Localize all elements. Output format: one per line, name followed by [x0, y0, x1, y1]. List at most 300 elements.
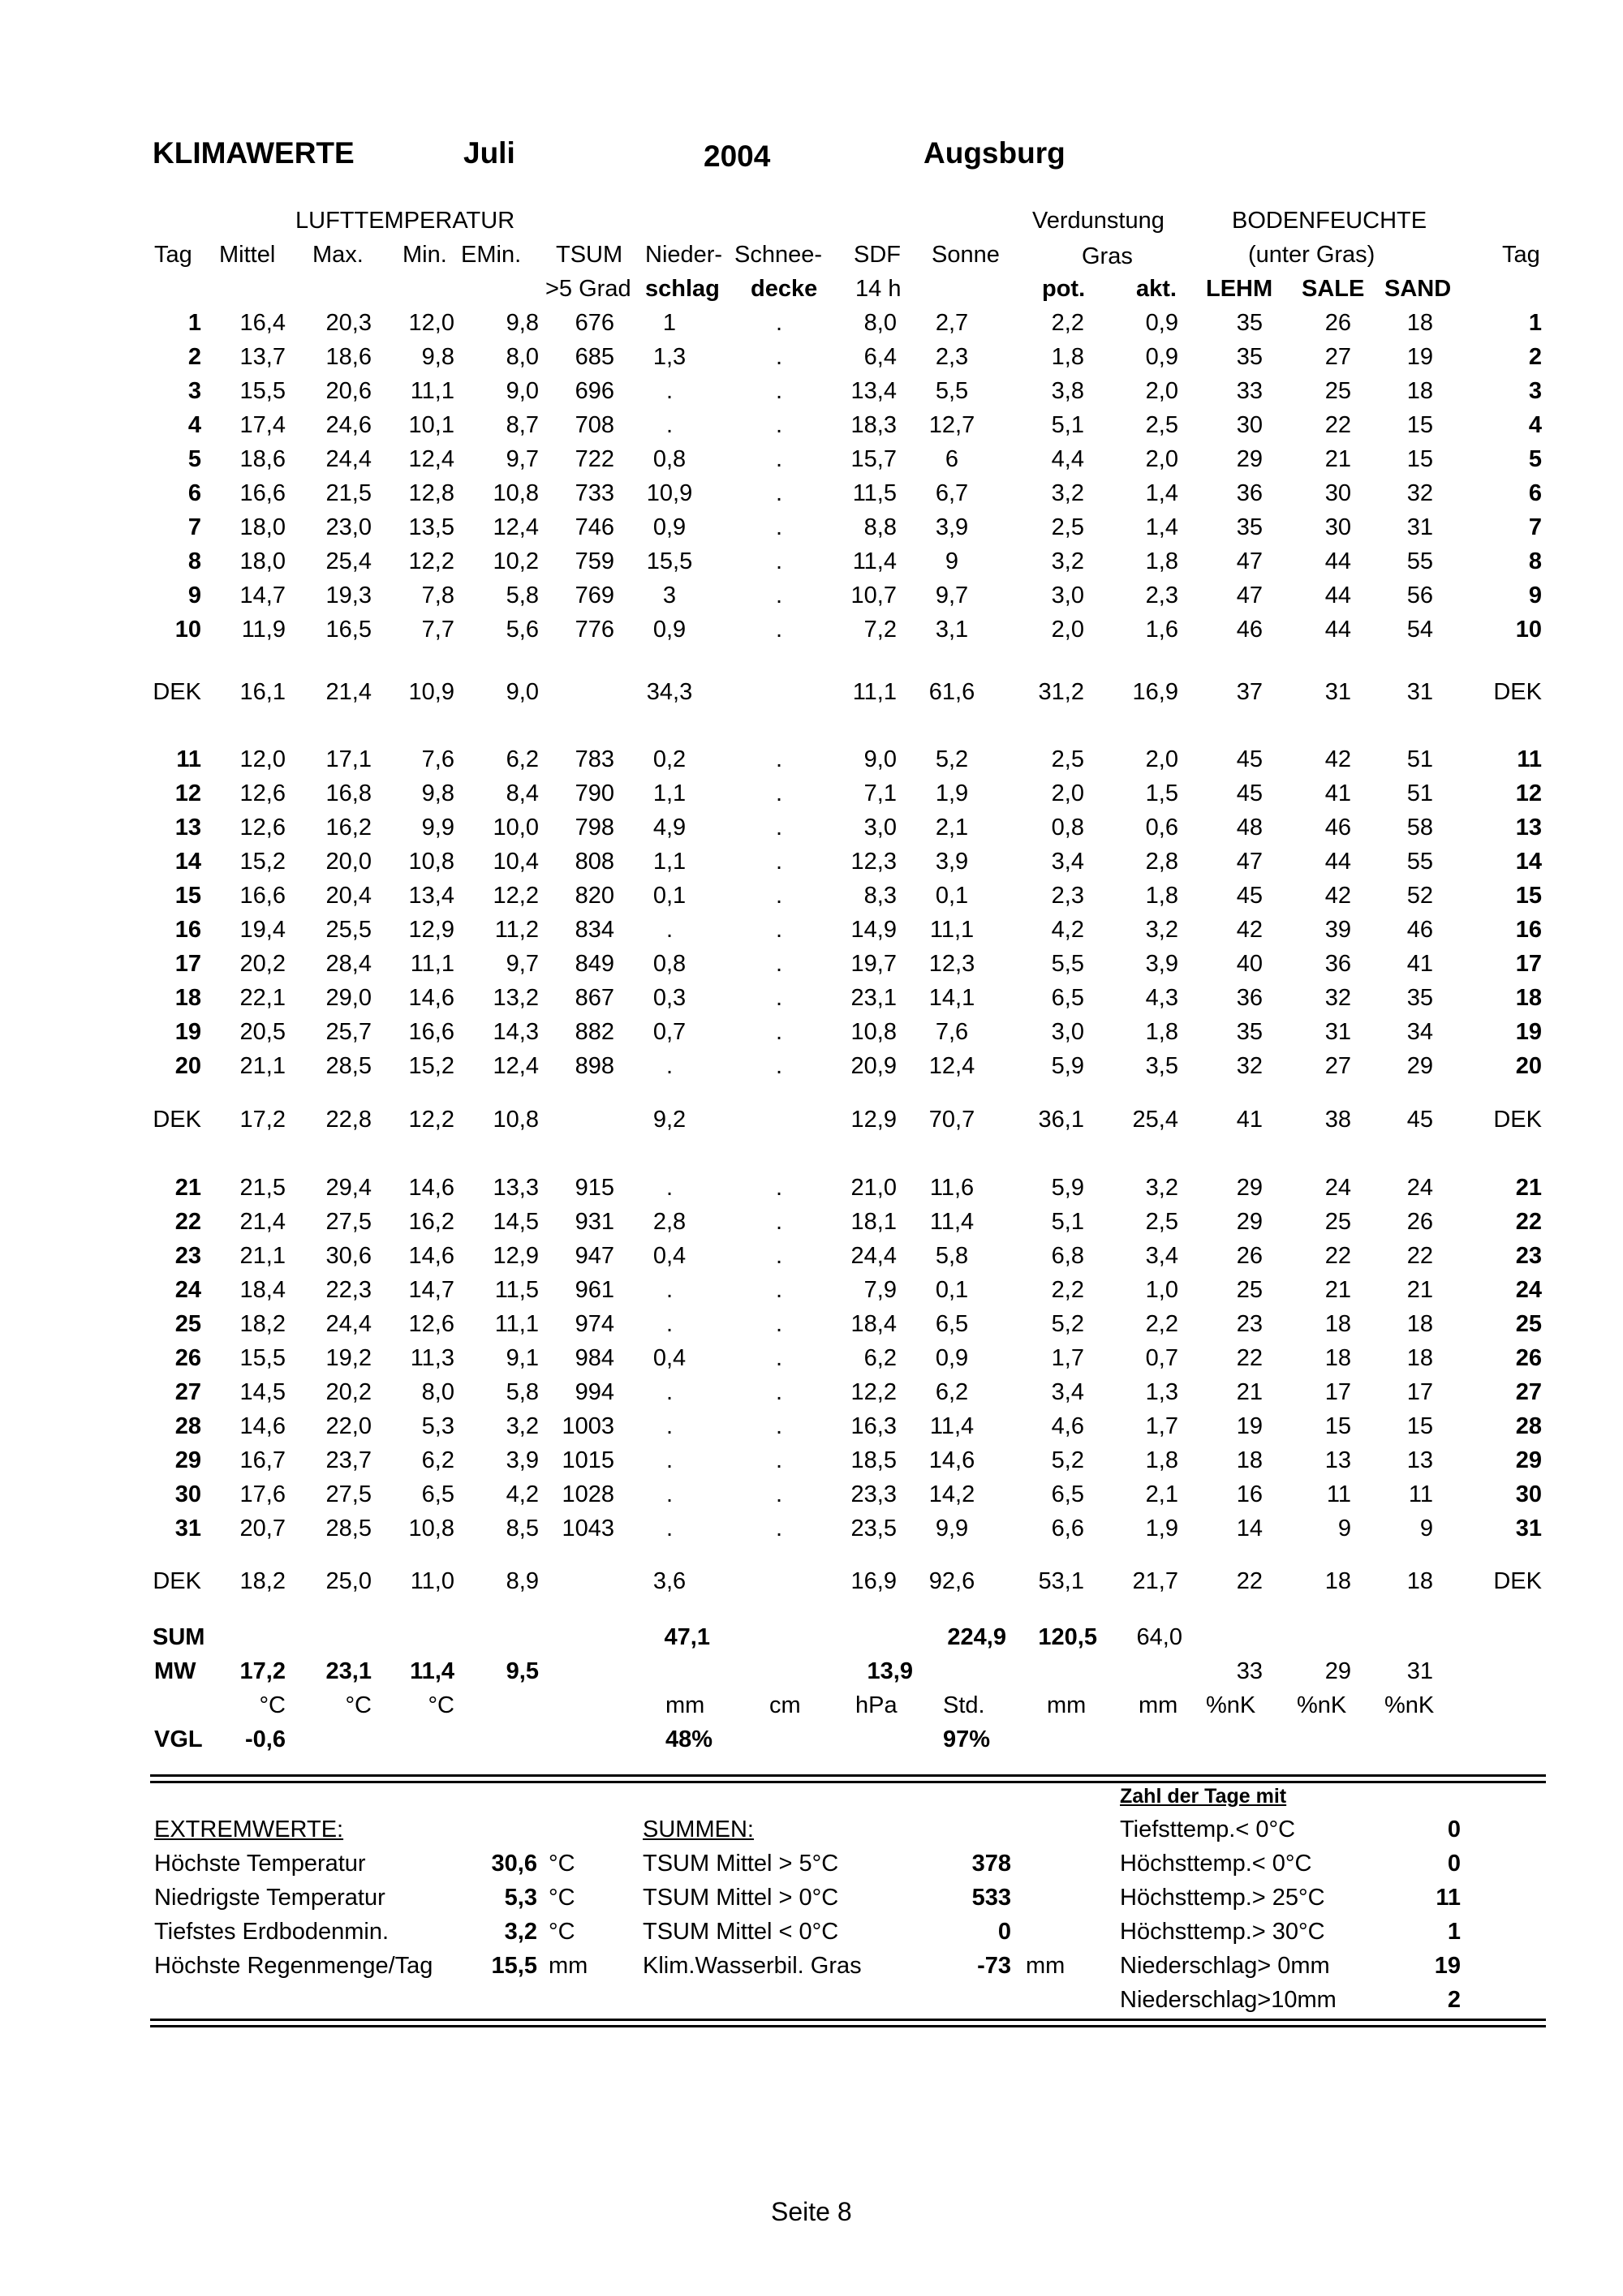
cell-mittel: 22,1 [239, 985, 286, 1011]
sum-akt: 64,0 [1136, 1624, 1182, 1650]
cell-emin: 8,5 [506, 1516, 539, 1541]
cell-max: 25,5 [325, 917, 372, 943]
cell-sonne: 12,3 [928, 951, 975, 977]
cell-sdf: 24,4 [850, 1243, 897, 1269]
cell-sonne: 5,2 [935, 746, 969, 772]
cell-tsum: 696 [575, 378, 614, 404]
cell-tsum: 759 [575, 548, 614, 574]
cell-sonne: 0,1 [935, 1277, 969, 1303]
cell-tag-right: 30 [1515, 1481, 1542, 1507]
cell-max: 24,4 [325, 1311, 372, 1337]
cell-emin: 10,8 [493, 480, 539, 506]
cell-sonne: 1,9 [935, 780, 969, 806]
cell-akt: 0,9 [1145, 310, 1178, 336]
cell-sand: 22 [1406, 1243, 1433, 1269]
mw-lehm: 33 [1236, 1658, 1263, 1684]
mw-max: 23,1 [325, 1658, 372, 1684]
cell-nieder: 1,3 [652, 344, 687, 370]
cell-min: 8,0 [421, 1379, 454, 1405]
cell-min: 16,2 [408, 1209, 454, 1235]
cell-sdf: 8,0 [863, 310, 897, 336]
extremwert-value: 3,2 [504, 1919, 537, 1945]
header-sand: SAND [1384, 276, 1452, 302]
cell-tag: DEK [153, 679, 201, 705]
cell-max: 30,6 [325, 1243, 372, 1269]
cell-sdf: 12,3 [850, 849, 897, 875]
cell-lehm: 45 [1236, 883, 1263, 909]
cell-sdf: 11,1 [852, 679, 897, 705]
cell-emin: 9,0 [506, 679, 539, 705]
cell-schnee: . [775, 1447, 783, 1473]
cell-sdf: 11,5 [852, 480, 897, 506]
cell-tag: 3 [187, 378, 201, 404]
extremwert-unit: °C [549, 1885, 575, 1911]
cell-akt: 1,4 [1145, 514, 1178, 540]
cell-mittel: 15,5 [239, 1345, 286, 1371]
cell-akt: 1,0 [1145, 1277, 1178, 1303]
cell-min: 15,2 [408, 1053, 454, 1079]
cell-max: 22,3 [325, 1277, 372, 1303]
cell-sonne: 14,2 [928, 1481, 975, 1507]
header-lehm: LEHM [1206, 276, 1273, 302]
cell-min: 7,8 [421, 583, 454, 608]
cell-schnee: . [775, 480, 783, 506]
header-sdf-sub: 14 h [855, 276, 902, 302]
unit-sale: %nK [1297, 1692, 1347, 1718]
cell-sand: 18 [1406, 310, 1433, 336]
header-min: Min. [403, 242, 447, 268]
vgl-label: VGL [154, 1726, 203, 1752]
cell-tag-right: 15 [1515, 883, 1542, 909]
cell-nieder: . [665, 1277, 674, 1303]
cell-sale: 21 [1324, 446, 1351, 472]
vgl-nieder: 48% [665, 1726, 713, 1752]
cell-emin: 13,2 [493, 985, 539, 1011]
cell-lehm: 22 [1236, 1345, 1263, 1371]
cell-tag: 5 [187, 446, 201, 472]
cell-sand: 13 [1406, 1447, 1433, 1473]
cell-schnee: . [775, 1345, 783, 1371]
cell-mittel: 18,0 [239, 548, 286, 574]
cell-pot: 4,4 [1051, 446, 1084, 472]
cell-sonne: 6 [945, 446, 959, 472]
cell-nieder: 4,9 [652, 815, 687, 841]
cell-nieder: . [665, 917, 674, 943]
cell-akt: 2,5 [1145, 412, 1178, 438]
cell-max: 29,0 [325, 985, 372, 1011]
cell-mittel: 14,7 [239, 583, 286, 608]
cell-mittel: 20,2 [239, 951, 286, 977]
header-max: Max. [312, 242, 364, 268]
cell-lehm: 16 [1236, 1481, 1263, 1507]
cell-mittel: 21,5 [239, 1175, 286, 1201]
cell-sale: 18 [1324, 1311, 1351, 1337]
cell-max: 23,0 [325, 514, 372, 540]
cell-akt: 2,2 [1145, 1311, 1178, 1337]
cell-tsum: 984 [575, 1345, 614, 1371]
title-station: Augsburg [923, 136, 1065, 170]
cell-mittel: 16,6 [239, 480, 286, 506]
cell-nieder: 3,6 [652, 1568, 687, 1594]
cell-sonne: 6,5 [935, 1311, 969, 1337]
cell-sale: 44 [1324, 849, 1351, 875]
cell-schnee: . [775, 746, 783, 772]
cell-nieder: 0,4 [652, 1345, 687, 1371]
cell-max: 28,5 [325, 1516, 372, 1541]
cell-sand: 24 [1406, 1175, 1433, 1201]
cell-sdf: 15,7 [850, 446, 897, 472]
cell-tag-right: 5 [1528, 446, 1542, 472]
cell-emin: 12,4 [493, 1053, 539, 1079]
cell-emin: 9,8 [506, 310, 539, 336]
cell-sdf: 19,7 [850, 951, 897, 977]
cell-akt: 2,5 [1145, 1209, 1178, 1235]
cell-mittel: 16,6 [239, 883, 286, 909]
unit-akt: mm [1139, 1692, 1178, 1718]
cell-mittel: 14,6 [239, 1413, 286, 1439]
cell-sale: 44 [1324, 617, 1351, 643]
cell-sale: 18 [1324, 1345, 1351, 1371]
cell-mittel: 19,4 [239, 917, 286, 943]
cell-tag-right: 26 [1515, 1345, 1542, 1371]
cell-tag-right: 8 [1528, 548, 1542, 574]
cell-sdf: 13,4 [850, 378, 897, 404]
header-schnee: Schnee- [734, 242, 823, 268]
cell-emin: 11,2 [494, 917, 539, 943]
unit-schnee: cm [769, 1692, 801, 1718]
mw-sand: 31 [1406, 1658, 1433, 1684]
cell-sale: 22 [1324, 1243, 1351, 1269]
cell-min: 12,8 [408, 480, 454, 506]
cell-tag: 2 [187, 344, 201, 370]
cell-sand: 54 [1406, 617, 1433, 643]
cell-tag: 20 [174, 1053, 201, 1079]
cell-tag-right: 29 [1515, 1447, 1542, 1473]
cell-nieder: . [665, 1481, 674, 1507]
extremwert-label: Tiefstes Erdbodenmin. [154, 1919, 390, 1945]
cell-akt: 1,6 [1145, 617, 1178, 643]
mw-mittel: 17,2 [239, 1658, 286, 1684]
sum-sonne: 224,9 [947, 1624, 1006, 1650]
cell-nieder: 34,3 [646, 679, 693, 705]
cell-tsum: 1015 [562, 1447, 614, 1473]
cell-schnee: . [775, 617, 783, 643]
cell-tag-right: 28 [1515, 1413, 1542, 1439]
cell-min: 14,6 [408, 985, 454, 1011]
cell-schnee: . [775, 1053, 783, 1079]
cell-min: 14,6 [408, 1175, 454, 1201]
cell-pot: 2,0 [1051, 780, 1084, 806]
cell-sand: 19 [1406, 344, 1433, 370]
cell-max: 19,3 [325, 583, 372, 608]
cell-tsum: 974 [575, 1311, 614, 1337]
cell-sand: 34 [1406, 1019, 1433, 1045]
cell-schnee: . [775, 344, 783, 370]
cell-tsum: 722 [575, 446, 614, 472]
cell-sale: 22 [1324, 412, 1351, 438]
cell-sdf: 16,9 [850, 1568, 897, 1594]
cell-tsum: 849 [575, 951, 614, 977]
cell-nieder: . [665, 1447, 674, 1473]
cell-pot: 3,2 [1051, 480, 1084, 506]
cell-akt: 1,5 [1145, 780, 1178, 806]
cell-sale: 27 [1324, 344, 1351, 370]
cell-tag: 26 [174, 1345, 201, 1371]
unit-sonne: Std. [943, 1692, 985, 1718]
cell-sdf: 18,5 [850, 1447, 897, 1473]
cell-min: 7,6 [421, 746, 454, 772]
cell-pot: 5,1 [1051, 412, 1084, 438]
cell-pot: 2,5 [1051, 746, 1084, 772]
summen-title: SUMMEN: [643, 1817, 754, 1842]
cell-sale: 27 [1324, 1053, 1351, 1079]
cell-lehm: 29 [1236, 1209, 1263, 1235]
cell-lehm: 42 [1236, 917, 1263, 943]
cell-min: 12,0 [408, 310, 454, 336]
cell-tag-right: 18 [1515, 985, 1542, 1011]
cell-schnee: . [775, 815, 783, 841]
summe-unit: mm [1026, 1953, 1065, 1979]
cell-sand: 55 [1406, 548, 1433, 574]
cell-sonne: 3,1 [935, 617, 969, 643]
cell-akt: 1,8 [1145, 548, 1178, 574]
cell-emin: 8,7 [506, 412, 539, 438]
cell-emin: 8,9 [506, 1568, 539, 1594]
cell-max: 16,5 [325, 617, 372, 643]
cell-tag: 11 [176, 746, 201, 772]
divider-bottom-1 [150, 2019, 1546, 2021]
cell-sand: 52 [1406, 883, 1433, 909]
cell-min: 13,5 [408, 514, 454, 540]
cell-sand: 17 [1406, 1379, 1433, 1405]
cell-sonne: 9,7 [935, 583, 969, 608]
cell-tag-right: 6 [1528, 480, 1542, 506]
cell-akt: 21,7 [1132, 1568, 1178, 1594]
cell-akt: 3,2 [1145, 1175, 1178, 1201]
cell-emin: 10,2 [493, 548, 539, 574]
cell-min: 14,7 [408, 1277, 454, 1303]
cell-schnee: . [775, 1379, 783, 1405]
cell-pot: 0,8 [1051, 815, 1084, 841]
cell-emin: 3,9 [506, 1447, 539, 1473]
cell-sdf: 7,1 [863, 780, 897, 806]
cell-sand: 15 [1406, 412, 1433, 438]
cell-emin: 12,9 [493, 1243, 539, 1269]
summe-label: TSUM Mittel > 5°C [643, 1851, 839, 1877]
cell-tag: 13 [174, 815, 201, 841]
cell-emin: 10,0 [493, 815, 539, 841]
tage-value: 11 [1436, 1885, 1461, 1911]
cell-lehm: 47 [1236, 583, 1263, 608]
summe-value: -73 [977, 1953, 1011, 1979]
cell-akt: 1,7 [1145, 1413, 1178, 1439]
extremwert-label: Höchste Regenmenge/Tag [154, 1953, 433, 1979]
cell-sonne: 9,9 [935, 1516, 969, 1541]
cell-emin: 11,1 [494, 1311, 539, 1337]
cell-sdf: 18,1 [850, 1209, 897, 1235]
cell-schnee: . [775, 1311, 783, 1337]
cell-sale: 42 [1324, 883, 1351, 909]
cell-sand: 18 [1406, 1311, 1433, 1337]
cell-tag: 9 [187, 583, 201, 608]
cell-lehm: 47 [1236, 849, 1263, 875]
cell-sdf: 7,2 [863, 617, 897, 643]
cell-max: 16,8 [325, 780, 372, 806]
cell-tsum: 808 [575, 849, 614, 875]
cell-tag: 10 [174, 617, 201, 643]
cell-tag-right: 24 [1515, 1277, 1542, 1303]
cell-sale: 38 [1324, 1107, 1351, 1133]
cell-akt: 1,8 [1145, 883, 1178, 909]
cell-tag: 7 [187, 514, 201, 540]
summe-label: TSUM Mittel < 0°C [643, 1919, 839, 1945]
cell-mittel: 16,1 [239, 679, 286, 705]
cell-mittel: 17,6 [239, 1481, 286, 1507]
cell-tag: 25 [174, 1311, 201, 1337]
cell-tsum: 834 [575, 917, 614, 943]
cell-tsum: 783 [575, 746, 614, 772]
cell-tsum: 898 [575, 1053, 614, 1079]
cell-mittel: 15,5 [239, 378, 286, 404]
cell-pot: 2,3 [1051, 883, 1084, 909]
cell-sand: 51 [1406, 746, 1433, 772]
cell-sand: 55 [1406, 849, 1433, 875]
cell-max: 16,2 [325, 815, 372, 841]
cell-sonne: 5,5 [935, 378, 969, 404]
cell-tag: 16 [174, 917, 201, 943]
cell-nieder: . [665, 1311, 674, 1337]
summe-value: 378 [971, 1851, 1011, 1877]
cell-schnee: . [775, 1413, 783, 1439]
cell-akt: 2,0 [1145, 446, 1178, 472]
extremwert-label: Niedrigste Temperatur [154, 1885, 385, 1911]
cell-nieder: . [665, 1413, 674, 1439]
cell-tag-right: 27 [1515, 1379, 1542, 1405]
cell-max: 17,1 [325, 746, 372, 772]
cell-akt: 1,3 [1145, 1379, 1178, 1405]
cell-sand: 11 [1408, 1481, 1433, 1507]
cell-akt: 1,8 [1145, 1019, 1178, 1045]
tage-value: 0 [1447, 1817, 1461, 1842]
cell-sdf: 7,9 [863, 1277, 897, 1303]
cell-sdf: 10,7 [850, 583, 897, 608]
header-mittel: Mittel [219, 242, 276, 268]
cell-sand: 15 [1406, 1413, 1433, 1439]
unit-lehm: %nK [1206, 1692, 1256, 1718]
extremwert-value: 15,5 [491, 1953, 537, 1979]
header-tsum-sub: >5 Grad [545, 276, 631, 302]
extremwert-value: 30,6 [491, 1851, 537, 1877]
cell-nieder: 0,1 [652, 883, 687, 909]
mw-label: MW [154, 1658, 196, 1684]
cell-tsum: 676 [575, 310, 614, 336]
cell-sale: 15 [1324, 1413, 1351, 1439]
cell-max: 21,4 [325, 679, 372, 705]
cell-sand: 32 [1406, 480, 1433, 506]
cell-emin: 11,5 [494, 1277, 539, 1303]
cell-sonne: 14,1 [928, 985, 975, 1011]
cell-max: 28,5 [325, 1053, 372, 1079]
cell-emin: 12,4 [493, 514, 539, 540]
cell-nieder: . [665, 1516, 674, 1541]
header-sale: SALE [1302, 276, 1365, 302]
cell-sale: 44 [1324, 548, 1351, 574]
cell-sale: 13 [1324, 1447, 1351, 1473]
cell-max: 20,3 [325, 310, 372, 336]
cell-sonne: 2,1 [935, 815, 969, 841]
cell-tag: 12 [174, 780, 201, 806]
cell-sdf: 8,8 [863, 514, 897, 540]
cell-mittel: 17,4 [239, 412, 286, 438]
cell-tag: 18 [174, 985, 201, 1011]
cell-emin: 4,2 [506, 1481, 539, 1507]
header-tsum: TSUM [556, 242, 623, 268]
tage-label: Höchsttemp.> 25°C [1120, 1885, 1325, 1911]
cell-tag-right: 2 [1528, 344, 1542, 370]
cell-lehm: 19 [1236, 1413, 1263, 1439]
cell-max: 19,2 [325, 1345, 372, 1371]
cell-tag: 4 [187, 412, 201, 438]
cell-tag: 28 [174, 1413, 201, 1439]
cell-sonne: 9 [945, 548, 959, 574]
cell-sdf: 23,3 [850, 1481, 897, 1507]
cell-nieder: 0,7 [652, 1019, 687, 1045]
cell-nieder: 10,9 [646, 480, 693, 506]
cell-min: 12,4 [408, 446, 454, 472]
cell-sonne: 2,3 [935, 344, 969, 370]
summe-value: 533 [971, 1885, 1011, 1911]
cell-sand: 51 [1406, 780, 1433, 806]
cell-min: 10,9 [408, 679, 454, 705]
cell-tag-right: 10 [1515, 617, 1542, 643]
header-akt: akt. [1136, 276, 1177, 302]
cell-akt: 2,1 [1145, 1481, 1178, 1507]
cell-sonne: 14,6 [928, 1447, 975, 1473]
cell-sonne: 11,4 [929, 1413, 975, 1439]
mw-sdf: 13,9 [867, 1658, 913, 1684]
cell-akt: 0,9 [1145, 344, 1178, 370]
cell-schnee: . [775, 548, 783, 574]
cell-emin: 8,4 [506, 780, 539, 806]
cell-sale: 21 [1324, 1277, 1351, 1303]
cell-pot: 6,6 [1051, 1516, 1084, 1541]
cell-max: 25,0 [325, 1568, 372, 1594]
tage-value: 19 [1434, 1953, 1461, 1979]
cell-mittel: 18,6 [239, 446, 286, 472]
cell-sand: 45 [1406, 1107, 1433, 1133]
cell-sale: 24 [1324, 1175, 1351, 1201]
cell-tag-right: 11 [1517, 746, 1542, 772]
cell-mittel: 18,4 [239, 1277, 286, 1303]
cell-min: 11,1 [410, 378, 454, 404]
cell-tag-right: 4 [1528, 412, 1542, 438]
cell-min: 10,8 [408, 1516, 454, 1541]
cell-pot: 6,8 [1051, 1243, 1084, 1269]
cell-lehm: 29 [1236, 446, 1263, 472]
cell-lehm: 30 [1236, 412, 1263, 438]
cell-tsum: 685 [575, 344, 614, 370]
cell-min: 11,0 [410, 1568, 454, 1594]
cell-sand: 9 [1419, 1516, 1433, 1541]
tage-label: Tiefsttemp.< 0°C [1120, 1817, 1296, 1842]
cell-schnee: . [775, 917, 783, 943]
cell-tag-right: 13 [1515, 815, 1542, 841]
sum-pot: 120,5 [1038, 1624, 1097, 1650]
header-tag: Tag [154, 242, 192, 268]
cell-sdf: 8,3 [863, 883, 897, 909]
cell-tsum: 733 [575, 480, 614, 506]
unit-nieder: mm [665, 1692, 705, 1718]
